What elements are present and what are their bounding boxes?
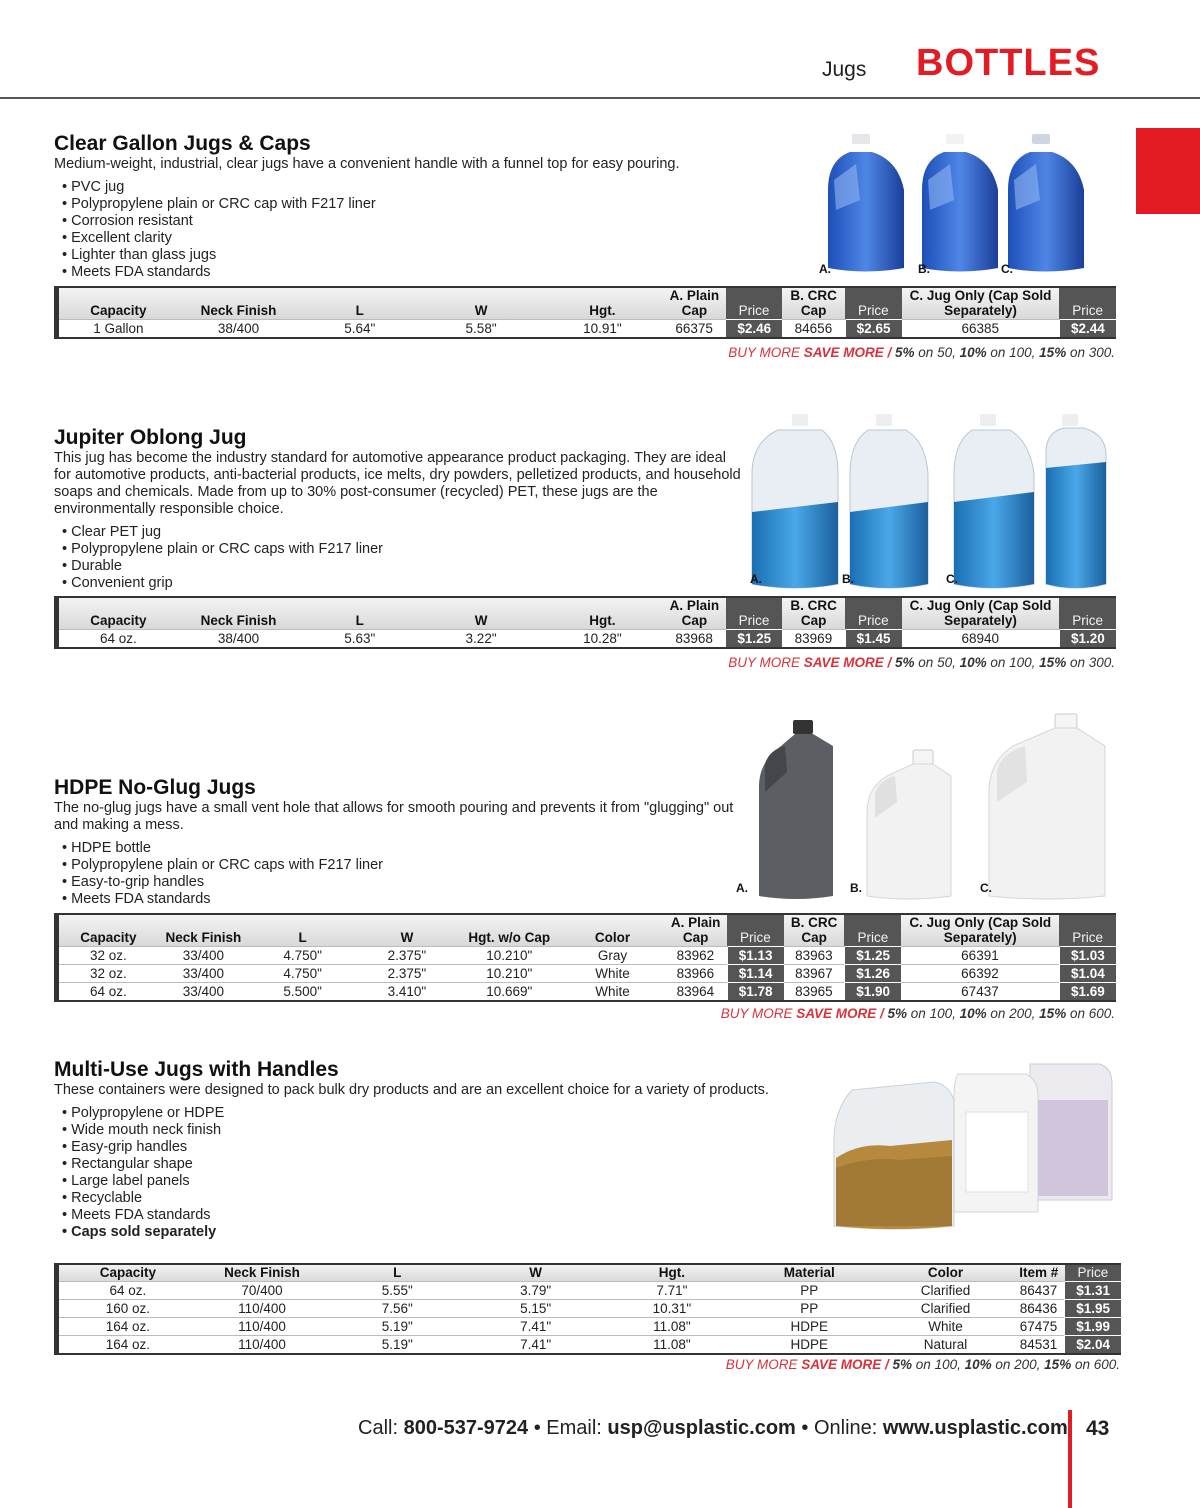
table-row bbox=[57, 947, 1117, 965]
price-cell: $2.46 bbox=[726, 320, 783, 339]
col-color: Color bbox=[594, 930, 631, 945]
price-cell: $1.26 bbox=[844, 965, 901, 983]
feature-item: • Durable bbox=[62, 558, 744, 575]
cell: 5.63" bbox=[299, 630, 420, 649]
cell: 7.56" bbox=[327, 1300, 467, 1318]
col-neck-finish: Neck Finish bbox=[200, 613, 277, 628]
price-cell: $1.95 bbox=[1065, 1300, 1121, 1318]
col-crc-cap: B. CRC Cap bbox=[790, 915, 838, 945]
cell: 83962 bbox=[664, 947, 727, 965]
col-height: Hgt. bbox=[589, 613, 616, 628]
price-cell: $1.14 bbox=[727, 965, 784, 983]
price-cell: $1.25 bbox=[844, 947, 901, 965]
section-title: HDPE No-Glug Jugs bbox=[54, 776, 256, 799]
cell: 5.64" bbox=[299, 320, 420, 339]
cell: 83966 bbox=[664, 965, 727, 983]
cell: 64 oz. bbox=[57, 983, 158, 1002]
page-number: 43 bbox=[1086, 1417, 1110, 1440]
col-length: L bbox=[393, 1265, 402, 1280]
table-header-row bbox=[57, 597, 1117, 630]
spec-table-hdpe bbox=[54, 913, 1116, 1002]
cell: 5.19" bbox=[327, 1336, 467, 1355]
cell: 7.71" bbox=[604, 1282, 740, 1300]
cell: 160 oz. bbox=[57, 1300, 197, 1318]
table-header-row bbox=[57, 1264, 1122, 1282]
section-clear-gallon-jugs bbox=[54, 132, 794, 281]
section-description: This jug has become the industry standard for automotive appearance product packaging. They are ideal for automotive products, anti-bacterial products, ice melts, dry powders, pelletized products, and household soaps and chemicals. Made from up to 30% post-consumer (recycled) PET, these jugs are the environmentally responsible choice. bbox=[54, 450, 741, 517]
cell: 1 Gallon bbox=[57, 320, 178, 339]
feature-item: • Easy-grip handles bbox=[62, 1139, 794, 1156]
price-cell: $2.65 bbox=[845, 320, 902, 339]
col-price: Price bbox=[1059, 914, 1116, 947]
image-label-b: B. bbox=[850, 881, 862, 895]
price-cell: $1.04 bbox=[1059, 965, 1116, 983]
cell: 83968 bbox=[663, 630, 726, 649]
section-subtitle: Jugs bbox=[822, 58, 867, 81]
col-price: Price bbox=[726, 597, 783, 630]
spec-table-multi-use bbox=[54, 1263, 1121, 1355]
table-row bbox=[57, 1336, 1122, 1355]
col-jug-only: C. Jug Only (Cap Sold Separately) bbox=[909, 915, 1052, 945]
price-cell: $1.45 bbox=[845, 630, 902, 649]
cell: 7.41" bbox=[467, 1336, 603, 1355]
col-length: L bbox=[355, 303, 364, 318]
feature-item: • Polypropylene plain or CRC caps with F217 liner bbox=[62, 857, 734, 874]
price-cell: $1.69 bbox=[1059, 983, 1116, 1002]
table-row bbox=[57, 630, 1117, 649]
section-hdpe-no-glug-jugs bbox=[54, 776, 734, 908]
cell: HDPE bbox=[740, 1336, 878, 1355]
cell: 67437 bbox=[901, 983, 1059, 1002]
image-label-c: C. bbox=[980, 881, 992, 895]
cell: 5.500" bbox=[249, 983, 356, 1002]
cell: 32 oz. bbox=[57, 965, 158, 983]
footer-divider bbox=[1068, 1410, 1072, 1508]
table-row bbox=[57, 1318, 1122, 1336]
col-price: Price bbox=[726, 287, 783, 320]
product-image-hdpe-jugs bbox=[755, 712, 1110, 902]
cell: White bbox=[878, 1318, 1012, 1336]
col-plain-cap: A. Plain Cap bbox=[669, 288, 720, 318]
cell: 84656 bbox=[782, 320, 845, 339]
col-jug-only: C. Jug Only (Cap Sold Separately) bbox=[909, 288, 1052, 318]
section-title: Clear Gallon Jugs & Caps bbox=[54, 132, 311, 155]
cell: 32 oz. bbox=[57, 947, 158, 965]
cell: 11.08" bbox=[604, 1318, 740, 1336]
price-cell: $1.99 bbox=[1065, 1318, 1121, 1336]
col-width: W bbox=[474, 303, 488, 318]
cell: Natural bbox=[878, 1336, 1012, 1355]
price-cell: $1.13 bbox=[727, 947, 784, 965]
price-cell: $2.04 bbox=[1065, 1336, 1121, 1355]
col-height: Hgt. bbox=[589, 303, 616, 318]
image-label-c: C. bbox=[1001, 262, 1013, 276]
feature-item: • Excellent clarity bbox=[62, 230, 794, 247]
col-item-number: Item # bbox=[1019, 1265, 1059, 1280]
cell: 38/400 bbox=[178, 630, 299, 649]
col-crc-cap: B. CRC Cap bbox=[790, 598, 837, 628]
cell: 66391 bbox=[901, 947, 1059, 965]
table-row bbox=[57, 1300, 1122, 1318]
spec-table-jupiter bbox=[54, 596, 1116, 649]
email-link[interactable]: usp@usplastic.com bbox=[607, 1417, 796, 1439]
feature-item: • Wide mouth neck finish bbox=[62, 1122, 794, 1139]
cell: 11.08" bbox=[604, 1336, 740, 1355]
cell: 10.210" bbox=[458, 965, 561, 983]
col-color: Color bbox=[927, 1265, 964, 1280]
col-plain-cap: A. Plain Cap bbox=[670, 915, 721, 945]
cell: 10.31" bbox=[604, 1300, 740, 1318]
cell: White bbox=[561, 965, 664, 983]
col-capacity: Capacity bbox=[80, 930, 137, 945]
header-divider bbox=[0, 97, 1200, 99]
image-label-b: B. bbox=[842, 572, 854, 586]
cell: 110/400 bbox=[197, 1318, 327, 1336]
cell: PP bbox=[740, 1300, 878, 1318]
col-width: W bbox=[474, 613, 488, 628]
price-cell: $1.78 bbox=[727, 983, 784, 1002]
cell: 83964 bbox=[664, 983, 727, 1002]
cell: 66392 bbox=[901, 965, 1059, 983]
feature-item: • Clear PET jug bbox=[62, 524, 744, 541]
col-crc-cap: B. CRC Cap bbox=[790, 288, 837, 318]
volume-discount-note: BUY MORE SAVE MORE / 5% on 100, 10% on 200, 15% on 600. bbox=[725, 1357, 1120, 1372]
col-price: Price bbox=[845, 287, 902, 320]
cell: 83969 bbox=[782, 630, 845, 649]
table-row bbox=[57, 965, 1117, 983]
feature-list bbox=[62, 1105, 794, 1241]
cell: 164 oz. bbox=[57, 1318, 197, 1336]
feature-item: • Lighter than glass jugs bbox=[62, 247, 794, 264]
feature-list bbox=[62, 179, 794, 281]
phone-number[interactable]: 800-537-9724 bbox=[403, 1417, 529, 1439]
section-tab-marker bbox=[1136, 128, 1200, 214]
cell: 66375 bbox=[663, 320, 726, 339]
cell: 70/400 bbox=[197, 1282, 327, 1300]
image-label-a: A. bbox=[736, 881, 748, 895]
cell: 83965 bbox=[784, 983, 845, 1002]
col-price: Price bbox=[845, 597, 902, 630]
section-description: The no-glug jugs have a small vent hole that allows for smooth pouring and prevents it from "glugging" out and making a mess. bbox=[54, 800, 734, 833]
col-neck-finish: Neck Finish bbox=[165, 930, 242, 945]
cell: 5.55" bbox=[327, 1282, 467, 1300]
cell: 7.41" bbox=[467, 1318, 603, 1336]
cell: 66385 bbox=[902, 320, 1060, 339]
volume-discount-note: BUY MORE SAVE MORE / 5% on 100, 10% on 200, 15% on 600. bbox=[720, 1006, 1115, 1021]
cell: 33/400 bbox=[158, 947, 249, 965]
feature-item: • HDPE bottle bbox=[62, 840, 734, 857]
cell: 164 oz. bbox=[57, 1336, 197, 1355]
table-row bbox=[57, 320, 1117, 339]
col-capacity: Capacity bbox=[90, 303, 147, 318]
col-price: Price bbox=[727, 914, 784, 947]
product-image-multi-use-jugs bbox=[830, 1060, 1115, 1232]
cell: 2.375" bbox=[356, 965, 457, 983]
section-title: Multi-Use Jugs with Handles bbox=[54, 1058, 339, 1081]
cell: 3.22" bbox=[420, 630, 541, 649]
price-cell: $1.90 bbox=[844, 983, 901, 1002]
image-label-b: B. bbox=[918, 262, 930, 276]
cell: 10.91" bbox=[542, 320, 663, 339]
price-cell: $1.25 bbox=[726, 630, 783, 649]
table-header-row bbox=[57, 914, 1117, 947]
feature-list bbox=[62, 524, 744, 592]
cell: PP bbox=[740, 1282, 878, 1300]
col-price: Price bbox=[1059, 597, 1116, 630]
price-cell: $2.44 bbox=[1059, 320, 1116, 339]
image-label-c: C. bbox=[946, 572, 958, 586]
feature-item: • PVC jug bbox=[62, 179, 794, 196]
cell: 83963 bbox=[784, 947, 845, 965]
cell: 2.375" bbox=[356, 947, 457, 965]
feature-item: • Convenient grip bbox=[62, 575, 744, 592]
cell: 5.58" bbox=[420, 320, 541, 339]
price-cell: $1.03 bbox=[1059, 947, 1116, 965]
price-cell: $1.31 bbox=[1065, 1282, 1121, 1300]
feature-item: • Meets FDA standards bbox=[62, 264, 794, 281]
cell: HDPE bbox=[740, 1318, 878, 1336]
volume-discount-note: BUY MORE SAVE MORE / 5% on 50, 10% on 100, 15% on 300. bbox=[728, 655, 1115, 670]
col-height: Hgt. bbox=[658, 1265, 686, 1280]
col-jug-only: C. Jug Only (Cap Sold Separately) bbox=[909, 598, 1052, 628]
cell: 33/400 bbox=[158, 983, 249, 1002]
cell: Gray bbox=[561, 947, 664, 965]
cell: Clarified bbox=[878, 1300, 1012, 1318]
cell: 3.410" bbox=[356, 983, 457, 1002]
product-image-clear-gallon-jugs bbox=[820, 130, 1090, 275]
feature-item: • Rectangular shape bbox=[62, 1156, 794, 1173]
cell: 83967 bbox=[784, 965, 845, 983]
contact-footer: Call: 800-537-9724 • Email: usp@usplastic.com • Online: www.usplastic.com bbox=[358, 1417, 1068, 1439]
cell: 5.15" bbox=[467, 1300, 603, 1318]
cell: 68940 bbox=[902, 630, 1060, 649]
feature-item: • Caps sold separately bbox=[62, 1224, 794, 1241]
cell: 64 oz. bbox=[57, 1282, 197, 1300]
cell: 5.19" bbox=[327, 1318, 467, 1336]
col-neck-finish: Neck Finish bbox=[200, 303, 277, 318]
cell: Clarified bbox=[878, 1282, 1012, 1300]
cell: 4.750" bbox=[249, 965, 356, 983]
col-height: Hgt. w/o Cap bbox=[468, 930, 551, 945]
cell: White bbox=[561, 983, 664, 1002]
feature-item: • Corrosion resistant bbox=[62, 213, 794, 230]
cell: 84531 bbox=[1013, 1336, 1065, 1355]
feature-item: • Large label panels bbox=[62, 1173, 794, 1190]
image-label-a: A. bbox=[819, 262, 831, 276]
image-label-a: A. bbox=[750, 572, 762, 586]
col-neck-finish: Neck Finish bbox=[224, 1265, 300, 1280]
cell: 64 oz. bbox=[57, 630, 178, 649]
cell: 110/400 bbox=[197, 1300, 327, 1318]
table-row bbox=[57, 1282, 1122, 1300]
col-capacity: Capacity bbox=[90, 613, 147, 628]
col-capacity: Capacity bbox=[99, 1265, 157, 1280]
cell: 10.669" bbox=[458, 983, 561, 1002]
price-cell: $1.20 bbox=[1059, 630, 1116, 649]
feature-item: • Polypropylene plain or CRC caps with F217 liner bbox=[62, 541, 744, 558]
col-price: Price bbox=[1065, 1264, 1121, 1282]
spec-table-clear-gallon bbox=[54, 286, 1116, 339]
cell: 86436 bbox=[1013, 1300, 1065, 1318]
col-width: W bbox=[400, 930, 414, 945]
feature-item: • Meets FDA standards bbox=[62, 891, 734, 908]
section-description: These containers were designed to pack bulk dry products and are an excellent choice for a variety of products. bbox=[54, 1082, 769, 1098]
col-width: W bbox=[529, 1265, 542, 1280]
col-length: L bbox=[355, 613, 364, 628]
cell: 10.210" bbox=[458, 947, 561, 965]
section-title: Jupiter Oblong Jug bbox=[54, 426, 247, 449]
feature-item: • Recyclable bbox=[62, 1190, 794, 1207]
feature-item: • Polypropylene or HDPE bbox=[62, 1105, 794, 1122]
feature-item: • Easy-to-grip handles bbox=[62, 874, 734, 891]
feature-item: • Meets FDA standards bbox=[62, 1207, 794, 1224]
product-image-jupiter-jugs bbox=[748, 412, 1110, 592]
col-plain-cap: A. Plain Cap bbox=[669, 598, 720, 628]
cell: 3.79" bbox=[467, 1282, 603, 1300]
feature-list bbox=[62, 840, 734, 908]
cell: 10.28" bbox=[542, 630, 663, 649]
col-length: L bbox=[298, 930, 307, 945]
feature-item: • Polypropylene plain or CRC cap with F217 liner bbox=[62, 196, 794, 213]
cell: 86437 bbox=[1013, 1282, 1065, 1300]
cell: 110/400 bbox=[197, 1336, 327, 1355]
table-row bbox=[57, 983, 1117, 1002]
cell: 33/400 bbox=[158, 965, 249, 983]
table-header-row bbox=[57, 287, 1117, 320]
col-material: Material bbox=[783, 1265, 835, 1280]
section-description: Medium-weight, industrial, clear jugs have a convenient handle with a funnel top for easy pouring. bbox=[54, 156, 680, 172]
volume-discount-note: BUY MORE SAVE MORE / 5% on 50, 10% on 100, 15% on 300. bbox=[728, 345, 1115, 360]
col-price: Price bbox=[844, 914, 901, 947]
col-price: Price bbox=[1059, 287, 1116, 320]
page-category-title: BOTTLES bbox=[916, 42, 1101, 84]
cell: 38/400 bbox=[178, 320, 299, 339]
cell: 4.750" bbox=[249, 947, 356, 965]
section-jupiter-oblong-jug bbox=[54, 426, 744, 592]
cell: 67475 bbox=[1013, 1318, 1065, 1336]
website-link[interactable]: www.usplastic.com bbox=[882, 1417, 1068, 1439]
section-multi-use-jugs bbox=[54, 1058, 794, 1241]
